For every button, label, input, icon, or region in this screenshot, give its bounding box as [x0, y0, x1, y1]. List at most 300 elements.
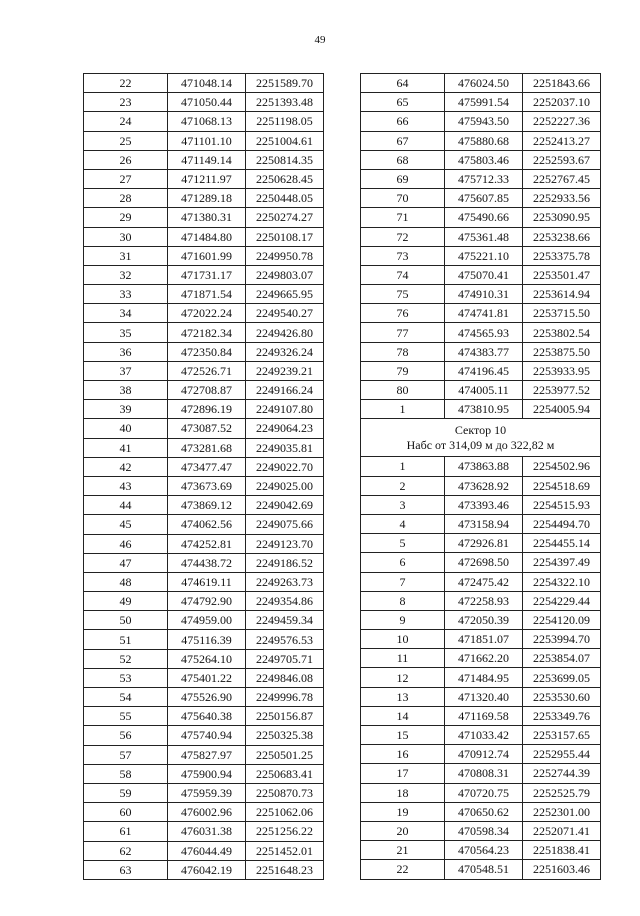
coord-x: 474005.11 [445, 381, 523, 400]
point-number: 49 [84, 592, 168, 611]
point-number: 41 [84, 438, 168, 457]
table-row [84, 169, 324, 188]
coord-x: 471484.80 [168, 227, 246, 246]
point-number: 59 [84, 783, 168, 802]
coord-x: 472475.42 [445, 572, 523, 591]
table-row [361, 74, 601, 93]
table-row [84, 707, 324, 726]
table-row [84, 745, 324, 764]
coord-x: 475361.48 [445, 227, 523, 246]
coord-y: 2253933.95 [523, 361, 601, 380]
table-row [84, 668, 324, 687]
point-number: 69 [361, 169, 445, 188]
point-number: 55 [84, 707, 168, 726]
coord-x: 470650.62 [445, 802, 523, 821]
table-row [84, 438, 324, 457]
table-row [84, 860, 324, 879]
point-number: 72 [361, 227, 445, 246]
table-row [361, 553, 601, 572]
coord-y: 2252593.67 [523, 150, 601, 169]
point-number: 29 [84, 208, 168, 227]
coord-y: 2254322.10 [523, 572, 601, 591]
coord-y: 2253349.76 [523, 706, 601, 725]
point-number: 56 [84, 726, 168, 745]
coord-y: 2253715.50 [523, 304, 601, 323]
coord-x: 475116.39 [168, 630, 246, 649]
coord-y: 2251393.48 [246, 93, 324, 112]
coord-y: 2250156.87 [246, 707, 324, 726]
coord-y: 2251256.22 [246, 822, 324, 841]
point-number: 9 [361, 610, 445, 629]
point-number: 60 [84, 803, 168, 822]
coord-x: 475991.54 [445, 93, 523, 112]
coord-x: 471484.95 [445, 668, 523, 687]
coord-y: 2253994.70 [523, 630, 601, 649]
point-number: 27 [84, 169, 168, 188]
coord-y: 2250814.35 [246, 150, 324, 169]
point-number: 22 [361, 860, 445, 879]
table-row [361, 668, 601, 687]
table-row [84, 74, 324, 93]
coord-x: 476002.96 [168, 803, 246, 822]
table-row [84, 764, 324, 783]
table-row [84, 342, 324, 361]
coord-y: 2249354.86 [246, 592, 324, 611]
point-number: 32 [84, 265, 168, 284]
coord-y: 2251838.41 [523, 841, 601, 860]
table-row [361, 630, 601, 649]
table-row [84, 783, 324, 802]
coord-y: 2249186.52 [246, 553, 324, 572]
coord-x: 470548.51 [445, 860, 523, 879]
table-row [361, 860, 601, 879]
point-number: 33 [84, 285, 168, 304]
table-row [361, 265, 601, 284]
coord-y: 2252933.56 [523, 189, 601, 208]
coord-x: 474565.93 [445, 323, 523, 342]
coord-x: 471380.31 [168, 208, 246, 227]
coord-x: 471851.07 [445, 630, 523, 649]
point-number: 20 [361, 821, 445, 840]
coord-x: 474383.77 [445, 342, 523, 361]
table-row [361, 189, 601, 208]
table-row [84, 496, 324, 515]
point-number: 36 [84, 342, 168, 361]
coord-x: 473869.12 [168, 496, 246, 515]
coord-x: 473477.47 [168, 457, 246, 476]
coord-y: 2249326.24 [246, 342, 324, 361]
point-number: 43 [84, 476, 168, 495]
coord-x: 475803.46 [445, 150, 523, 169]
table-row [361, 591, 601, 610]
coord-y: 2254455.14 [523, 534, 601, 553]
coord-y: 2249803.07 [246, 265, 324, 284]
coord-x: 474741.81 [445, 304, 523, 323]
coord-y: 2249042.69 [246, 496, 324, 515]
coord-x: 472698.50 [445, 553, 523, 572]
table-row [361, 208, 601, 227]
point-number: 79 [361, 361, 445, 380]
coord-x: 470808.31 [445, 764, 523, 783]
coord-y: 2249426.80 [246, 323, 324, 342]
point-number: 77 [361, 323, 445, 342]
table-row [361, 131, 601, 150]
point-number: 19 [361, 802, 445, 821]
coord-x: 475959.39 [168, 783, 246, 802]
coord-x: 476042.19 [168, 860, 246, 879]
coord-y: 2251603.46 [523, 860, 601, 879]
table-row [84, 611, 324, 630]
table-row [361, 821, 601, 840]
coord-x: 473087.52 [168, 419, 246, 438]
point-number: 30 [84, 227, 168, 246]
table-row [361, 169, 601, 188]
table-row [84, 304, 324, 323]
coord-y: 2249025.00 [246, 476, 324, 495]
coord-x: 473810.95 [445, 400, 523, 419]
coord-y: 2250325.38 [246, 726, 324, 745]
coord-y: 2252301.00 [523, 802, 601, 821]
point-number: 57 [84, 745, 168, 764]
point-number: 46 [84, 534, 168, 553]
coord-y: 2249459.34 [246, 611, 324, 630]
coord-x: 475827.97 [168, 745, 246, 764]
coord-x: 472926.81 [445, 534, 523, 553]
table-row [361, 687, 601, 706]
coordinates-table-left [83, 73, 324, 880]
coord-y: 2251843.66 [523, 74, 601, 93]
point-number: 23 [84, 93, 168, 112]
point-number: 26 [84, 150, 168, 169]
table-row [361, 342, 601, 361]
coord-y: 2251062.06 [246, 803, 324, 822]
table-row [361, 361, 601, 380]
coord-y: 2254229.44 [523, 591, 601, 610]
table-row [84, 93, 324, 112]
point-number: 38 [84, 381, 168, 400]
coord-x: 470564.23 [445, 841, 523, 860]
coord-x: 475264.10 [168, 649, 246, 668]
point-number: 44 [84, 496, 168, 515]
coord-x: 475221.10 [445, 246, 523, 265]
coord-y: 2254397.49 [523, 553, 601, 572]
point-number: 66 [361, 112, 445, 131]
table-row [84, 227, 324, 246]
table-row [361, 764, 601, 783]
table-row [84, 150, 324, 169]
point-number: 78 [361, 342, 445, 361]
point-number: 34 [84, 304, 168, 323]
coord-x: 475401.22 [168, 668, 246, 687]
coord-x: 472022.24 [168, 304, 246, 323]
coord-x: 474438.72 [168, 553, 246, 572]
point-number: 70 [361, 189, 445, 208]
point-number: 8 [361, 591, 445, 610]
table-row [361, 457, 601, 476]
coord-y: 2252955.44 [523, 745, 601, 764]
point-number: 45 [84, 515, 168, 534]
point-number: 62 [84, 841, 168, 860]
table-row [361, 534, 601, 553]
point-number: 28 [84, 189, 168, 208]
table-row [84, 323, 324, 342]
coord-x: 475712.33 [445, 169, 523, 188]
table-row [84, 361, 324, 380]
coord-x: 471601.99 [168, 246, 246, 265]
table-row [84, 189, 324, 208]
coord-y: 2254120.09 [523, 610, 601, 629]
coord-x: 474959.00 [168, 611, 246, 630]
coord-x: 470912.74 [445, 745, 523, 764]
point-number: 1 [361, 457, 445, 476]
coord-y: 2253854.07 [523, 649, 601, 668]
point-number: 74 [361, 265, 445, 284]
table-row [361, 514, 601, 533]
table-row [84, 822, 324, 841]
coord-y: 2249540.27 [246, 304, 324, 323]
point-number: 75 [361, 285, 445, 304]
point-number: 76 [361, 304, 445, 323]
point-number: 35 [84, 323, 168, 342]
point-number: 52 [84, 649, 168, 668]
table-row [361, 246, 601, 265]
coord-x: 475640.38 [168, 707, 246, 726]
table-row [361, 381, 601, 400]
coord-x: 471871.54 [168, 285, 246, 304]
coord-x: 473393.46 [445, 495, 523, 514]
coord-y: 2249075.66 [246, 515, 324, 534]
coord-y: 2249123.70 [246, 534, 324, 553]
point-number: 58 [84, 764, 168, 783]
coord-x: 471149.14 [168, 150, 246, 169]
coord-y: 2252071.41 [523, 821, 601, 840]
coord-x: 476024.50 [445, 74, 523, 93]
point-number: 4 [361, 514, 445, 533]
coord-x: 471662.20 [445, 649, 523, 668]
coord-x: 475607.85 [445, 189, 523, 208]
coord-y: 2252413.27 [523, 131, 601, 150]
point-number: 50 [84, 611, 168, 630]
table-row [84, 592, 324, 611]
coord-x: 471289.18 [168, 189, 246, 208]
point-number: 2 [361, 476, 445, 495]
point-number: 24 [84, 112, 168, 131]
sector-header-row [361, 419, 601, 457]
coord-x: 475880.68 [445, 131, 523, 150]
point-number: 1 [361, 400, 445, 419]
point-number: 10 [361, 630, 445, 649]
coord-x: 471169.58 [445, 706, 523, 725]
point-number: 18 [361, 783, 445, 802]
table-row [84, 400, 324, 419]
sector-subtitle: Набс от 314,09 м до 322,82 м [406, 437, 555, 452]
coord-x: 471050.44 [168, 93, 246, 112]
table-row [361, 783, 601, 802]
point-number: 15 [361, 726, 445, 745]
coord-y: 2253238.66 [523, 227, 601, 246]
point-number: 71 [361, 208, 445, 227]
coord-y: 2249665.95 [246, 285, 324, 304]
table-row [84, 246, 324, 265]
coord-x: 471731.17 [168, 265, 246, 284]
table-row [361, 304, 601, 323]
coord-y: 2250683.41 [246, 764, 324, 783]
table-row [361, 841, 601, 860]
point-number: 37 [84, 361, 168, 380]
coord-y: 2253802.54 [523, 323, 601, 342]
coord-y: 2251452.01 [246, 841, 324, 860]
point-number: 65 [361, 93, 445, 112]
table-row [84, 572, 324, 591]
coord-x: 473863.88 [445, 457, 523, 476]
point-number: 14 [361, 706, 445, 725]
coord-x: 474196.45 [445, 361, 523, 380]
point-number: 6 [361, 553, 445, 572]
point-number: 25 [84, 131, 168, 150]
coord-x: 474252.81 [168, 534, 246, 553]
coord-x: 474910.31 [445, 285, 523, 304]
point-number: 53 [84, 668, 168, 687]
coord-y: 2253699.05 [523, 668, 601, 687]
coord-y: 2251589.70 [246, 74, 324, 93]
point-number: 21 [361, 841, 445, 860]
table-row [361, 93, 601, 112]
coord-x: 470598.34 [445, 821, 523, 840]
coord-y: 2254494.70 [523, 514, 601, 533]
coord-x: 473673.69 [168, 476, 246, 495]
point-number: 68 [361, 150, 445, 169]
coord-y: 2250501.25 [246, 745, 324, 764]
coord-x: 471048.14 [168, 74, 246, 93]
coord-y: 2249576.53 [246, 630, 324, 649]
coord-x: 474619.11 [168, 572, 246, 591]
point-number: 17 [361, 764, 445, 783]
table-row [361, 572, 601, 591]
table-row [361, 227, 601, 246]
table-row [84, 131, 324, 150]
table-row [361, 649, 601, 668]
point-number: 42 [84, 457, 168, 476]
coord-x: 473628.92 [445, 476, 523, 495]
point-number: 63 [84, 860, 168, 879]
coord-y: 2250870.73 [246, 783, 324, 802]
point-number: 16 [361, 745, 445, 764]
table-row [84, 688, 324, 707]
coord-x: 475740.94 [168, 726, 246, 745]
table-row [84, 381, 324, 400]
point-number: 61 [84, 822, 168, 841]
coord-y: 2249022.70 [246, 457, 324, 476]
point-number: 54 [84, 688, 168, 707]
coord-y: 2252037.10 [523, 93, 601, 112]
point-number: 47 [84, 553, 168, 572]
point-number: 39 [84, 400, 168, 419]
table-row [84, 649, 324, 668]
coord-x: 472258.93 [445, 591, 523, 610]
table-row [361, 802, 601, 821]
coord-y: 2249950.78 [246, 246, 324, 265]
point-number: 51 [84, 630, 168, 649]
coord-x: 475900.94 [168, 764, 246, 783]
coord-y: 2252767.45 [523, 169, 601, 188]
coord-y: 2249846.08 [246, 668, 324, 687]
coord-y: 2253090.95 [523, 208, 601, 227]
table-row [361, 400, 601, 419]
coord-y: 2250108.17 [246, 227, 324, 246]
table-row [84, 265, 324, 284]
coord-x: 475490.66 [445, 208, 523, 227]
coord-y: 2254005.94 [523, 400, 601, 419]
coord-x: 474062.56 [168, 515, 246, 534]
table-row [361, 706, 601, 725]
table-row [84, 476, 324, 495]
coord-x: 476044.49 [168, 841, 246, 860]
table-row [361, 323, 601, 342]
coord-x: 471211.97 [168, 169, 246, 188]
table-row [84, 515, 324, 534]
coord-y: 2253530.60 [523, 687, 601, 706]
table-row [361, 726, 601, 745]
coord-y: 2254515.93 [523, 495, 601, 514]
point-number: 31 [84, 246, 168, 265]
coordinates-table-right [360, 73, 601, 880]
point-number: 22 [84, 74, 168, 93]
point-number: 11 [361, 649, 445, 668]
point-number: 40 [84, 419, 168, 438]
point-number: 48 [84, 572, 168, 591]
coord-y: 2249239.21 [246, 361, 324, 380]
coord-x: 475526.90 [168, 688, 246, 707]
table-row [84, 457, 324, 476]
coord-x: 476031.38 [168, 822, 246, 841]
coord-x: 472350.84 [168, 342, 246, 361]
coord-y: 2253875.50 [523, 342, 601, 361]
coord-y: 2254502.96 [523, 457, 601, 476]
point-number: 13 [361, 687, 445, 706]
coord-x: 475070.41 [445, 265, 523, 284]
table-row [361, 112, 601, 131]
table-row [84, 534, 324, 553]
coord-x: 471101.10 [168, 131, 246, 150]
table-row [84, 726, 324, 745]
page-number: 49 [314, 34, 326, 46]
coord-y: 2249035.81 [246, 438, 324, 457]
coord-y: 2250448.05 [246, 189, 324, 208]
point-number: 3 [361, 495, 445, 514]
table-row [361, 285, 601, 304]
table-row [361, 745, 601, 764]
coord-y: 2249107.80 [246, 400, 324, 419]
coord-y: 2250628.45 [246, 169, 324, 188]
coord-y: 2253157.65 [523, 726, 601, 745]
table-row [84, 419, 324, 438]
sector-header [361, 419, 601, 457]
sector-title: Сектор 10 [454, 422, 507, 437]
coord-y: 2253375.78 [523, 246, 601, 265]
coord-y: 2253614.94 [523, 285, 601, 304]
coord-y: 2253501.47 [523, 265, 601, 284]
coord-y: 2252227.36 [523, 112, 601, 131]
table-row [361, 495, 601, 514]
point-number: 67 [361, 131, 445, 150]
table-row [361, 610, 601, 629]
coord-x: 473158.94 [445, 514, 523, 533]
table-row [84, 112, 324, 131]
coord-y: 2251004.61 [246, 131, 324, 150]
coord-y: 2252525.79 [523, 783, 601, 802]
table-row [84, 630, 324, 649]
coord-x: 473281.68 [168, 438, 246, 457]
